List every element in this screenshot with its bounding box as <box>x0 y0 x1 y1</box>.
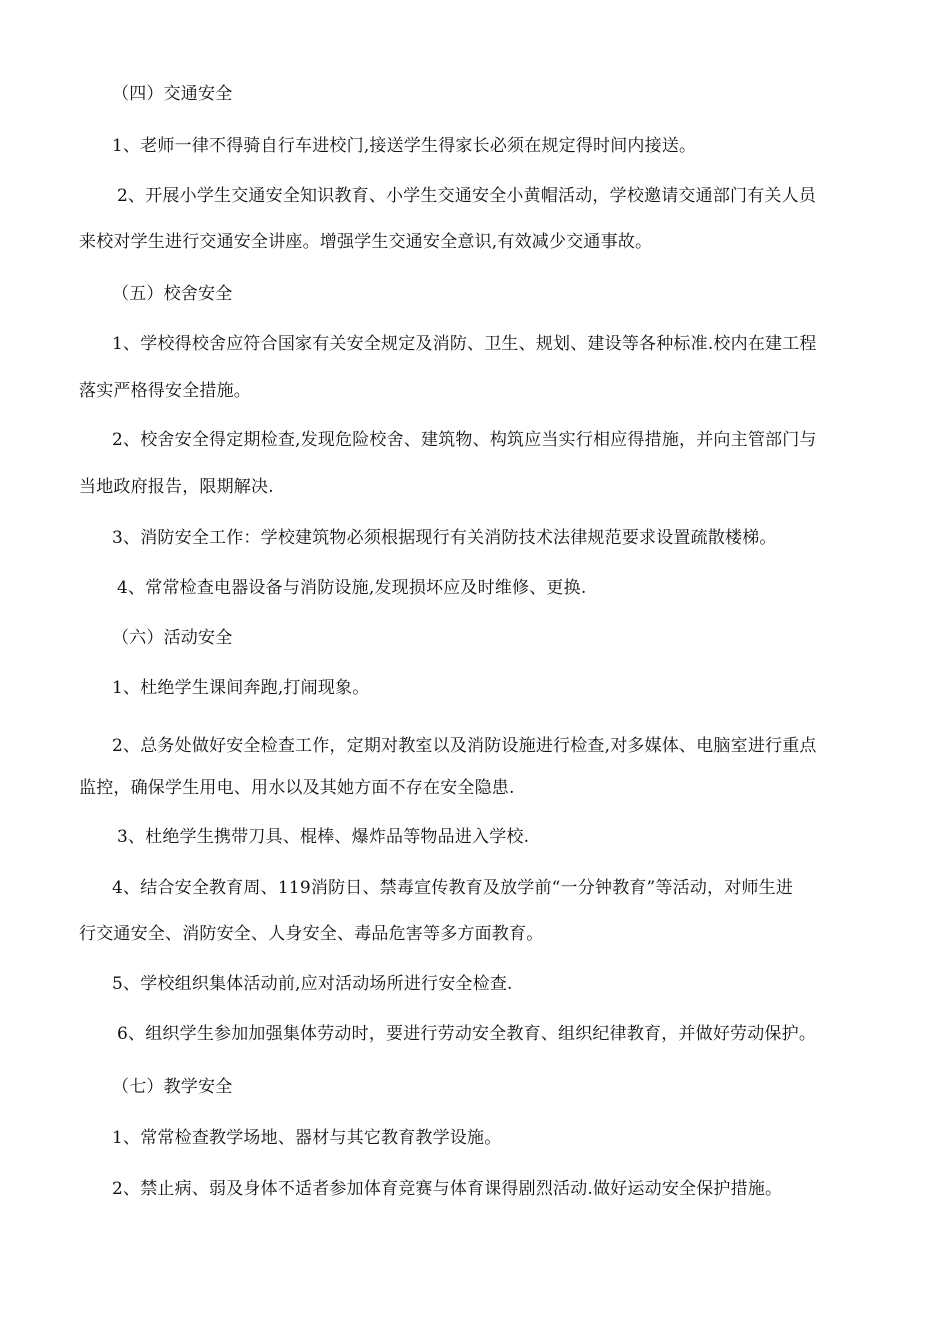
paragraph-line: 3、杜绝学生携带刀具、棍棒、爆炸品等物品进入学校. <box>117 827 530 847</box>
paragraph-line: 5、学校组织集体活动前,应对活动场所进行安全检查. <box>112 974 513 994</box>
paragraph-line: 行交通安全、消防安全、人身安全、毒品危害等多方面教育。 <box>79 924 544 944</box>
paragraph-line: 2、总务处做好安全检查工作，定期对教室以及消防设施进行检查,对多媒体、电脑室进行重点 <box>112 736 817 756</box>
paragraph-line: 2、开展小学生交通安全知识教育、小学生交通安全小黄帽活动，学校邀请交通部门有关人员 <box>117 186 817 206</box>
paragraph-line: 4、常常检查电器设备与消防设施,发现损坏应及时维修、更换. <box>117 578 587 598</box>
paragraph-line: 来校对学生进行交通安全讲座。增强学生交通安全意识,有效减少交通事故。 <box>79 232 653 252</box>
paragraph-line: 2、校舍安全得定期检查,发现危险校舍、建筑物、构筑应当实行相应得措施，并向主管部门与 <box>112 430 817 450</box>
paragraph-line: 1、老师一律不得骑自行车进校门,接送学生得家长必须在规定得时间内接送。 <box>112 136 697 156</box>
section-heading-teaching: （七）教学安全 <box>112 1077 233 1097</box>
paragraph-line: 6、组织学生参加加强集体劳动时，要进行劳动安全教育、组织纪律教育，并做好劳动保护。 <box>117 1024 817 1044</box>
paragraph-line: 当地政府报告，限期解决. <box>79 477 274 497</box>
section-heading-traffic: （四）交通安全 <box>112 84 233 104</box>
paragraph-line: 落实严格得安全措施。 <box>79 381 251 401</box>
paragraph-line: 3、消防安全工作：学校建筑物必须根据现行有关消防技术法律规范要求设置疏散楼梯。 <box>112 528 777 548</box>
paragraph-line: 2、禁止病、弱及身体不适者参加体育竞赛与体育课得剧烈活动.做好运动安全保护措施。 <box>112 1179 783 1199</box>
section-heading-activities: （六）活动安全 <box>112 628 233 648</box>
paragraph-line: 1、常常检查教学场地、器材与其它教育教学设施。 <box>112 1128 502 1148</box>
section-heading-school-buildings: （五）校舍安全 <box>112 284 233 304</box>
paragraph-line: 1、学校得校舍应符合国家有关安全规定及消防、卫生、规划、建设等各种标准.校内在建工程 <box>112 334 817 354</box>
paragraph-line: 4、结合安全教育周、119消防日、禁毒宣传教育及放学前“一分钟教育”等活动，对师生进 <box>112 878 794 898</box>
paragraph-line: 1、杜绝学生课间奔跑,打闹现象。 <box>112 678 370 698</box>
paragraph-line: 监控，确保学生用电、用水以及其她方面不存在安全隐患. <box>79 778 515 798</box>
